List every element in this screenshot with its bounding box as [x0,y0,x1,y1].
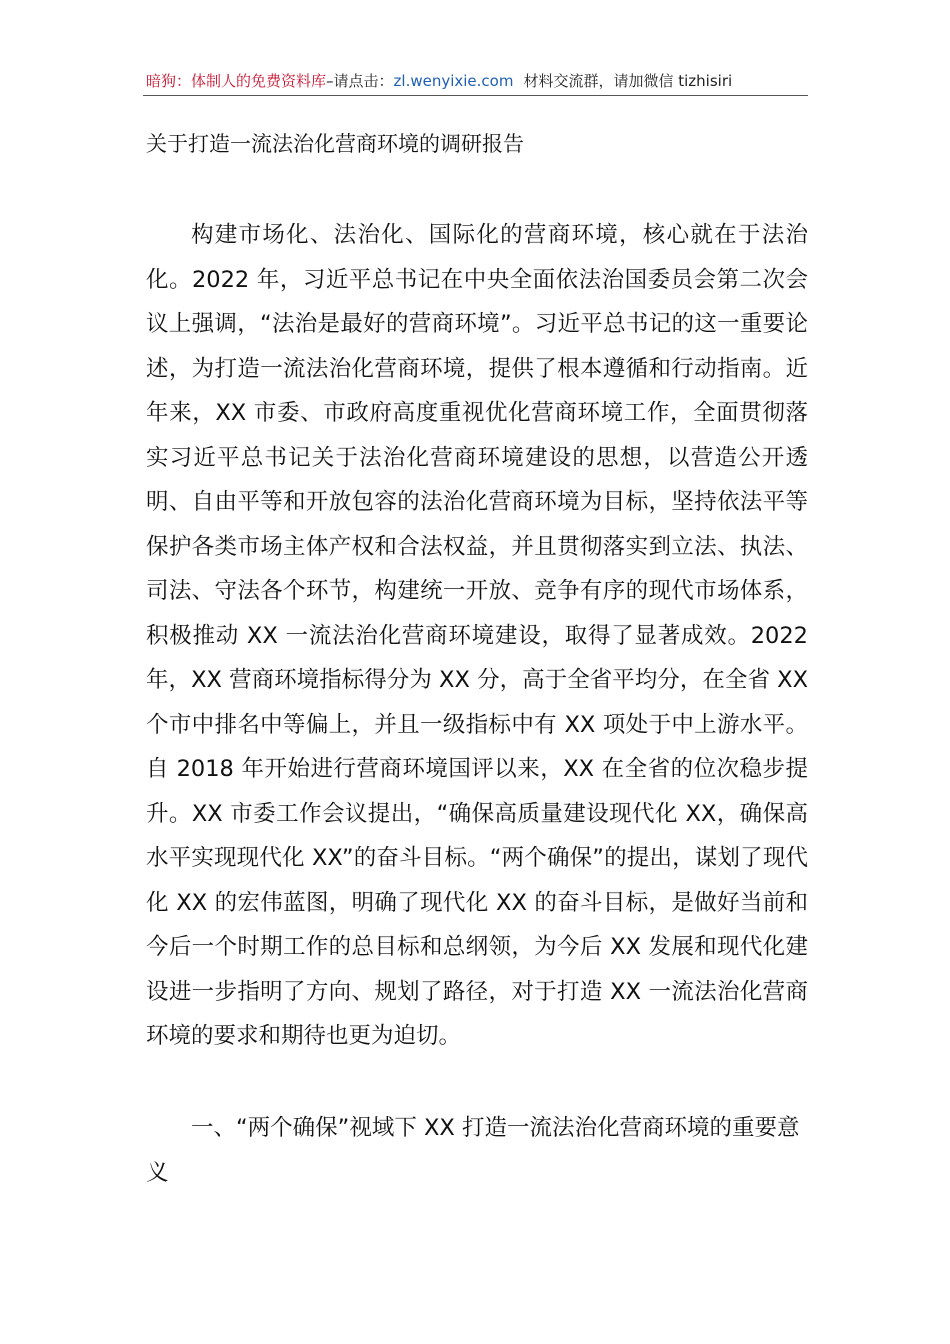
section-heading: 一、“两个确保”视域下 XX 打造一流法治化营商环境的重要意义 [146,1115,800,1186]
header-brand-text: 暗狗：体制人的免费资料库 [146,72,327,90]
page-header [146,68,808,94]
header-site-link[interactable]: zl.wenyixie.com [393,72,514,90]
header-wechat-text: 材料交流群，请加微信 tizhisiri [523,72,733,90]
header-click-prompt: –请点击： [326,72,394,90]
body-paragraph: 构建市场化、法治化、国际化的营商环境，核心就在于法治化。2022 年，习近平总书记在中央全面依法治国委员会第二次会议上强调，“法治是最好的营商环境”。习近平总书记的这一重要论述，为打造一流法治化营商环境，提供了根本遵循和行动指南。近年来，XX 市委、市政府高度重视优化营商环境工作，全面贯彻落实习近平总书记关于法治化营商环境建设的思想，以营造公开透明、自由平等和开放包容的法治化营商环境为目标，坚持依法平等保护各类市场主体产权和合法权益，并且贯彻落实到立法、执法、司法、守法各个环节，构建统一开放、竞争有序的现代市场体系，积极推动 XX 一流法治化营商环境建设，取得了显著成效。2022 年，XX 营商环境指标得分为 XX 分，高于全省平均分，在全省 XX 个市中排名中等偏上，并且一级指标中有 XX 项处于中上游水平。自 2018 年开始进行营商环境国评以来，XX 在全省的位次稳步提升。XX 市委工作会议提出，“确保高质量建设现代化 XX，确保高水平实现现代化 XX”的奋斗目标。“两个确保”的提出，谋划了现代化 XX 的宏伟蓝图，明确了现代化 XX 的奋斗目标，是做好当前和今后一个时期工作的总目标和总纲领，为今后 XX 发展和现代化建设进一步指明了方向、规划了路径，对于打造 XX 一流法治化营商环境的要求和期待也更为迫切。 [146,222,808,1049]
document-title: 关于打造一流法治化营商环境的调研报告 [146,132,524,156]
header-divider [143,95,808,96]
